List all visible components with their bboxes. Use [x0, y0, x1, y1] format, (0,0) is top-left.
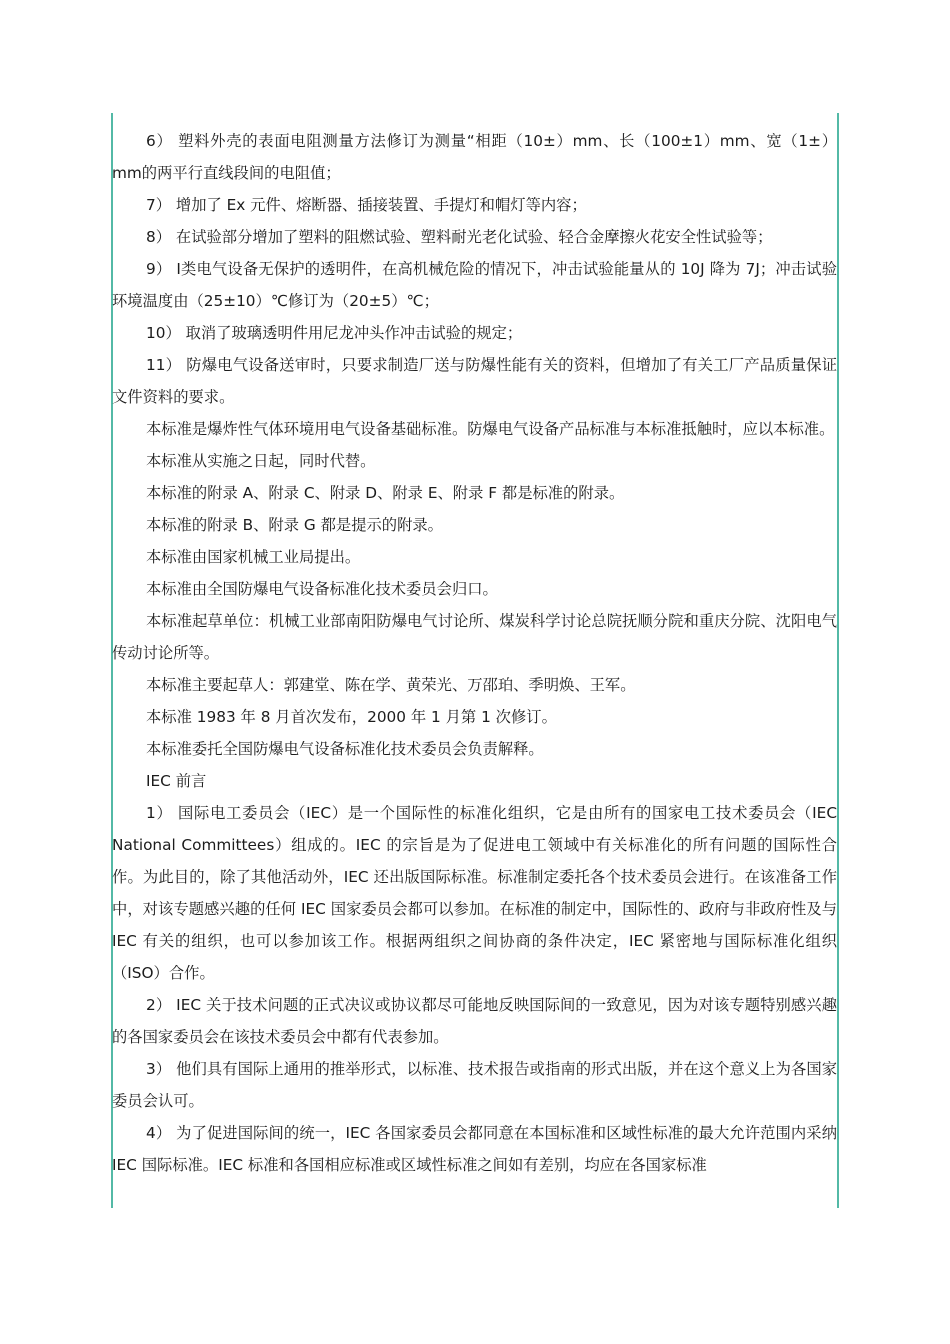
paragraph: 4） 为了促进国际间的统一，IEC 各国家委员会都同意在本国标准和区域性标准的最大允许范围内采纳 IEC 国际标准。IEC 标准和各国相应标准或区域性标准之间如有差别，均应在各国家标准: [112, 1124, 837, 1174]
paragraph: 7） 增加了 Ex 元件、熔断器、插接装置、手提灯和帽灯等内容；: [146, 196, 587, 214]
paragraph: 11） 防爆电气设备送审时，只要求制造厂送与防爆性能有关的资料，但增加了有关工厂产品质量保证文件资料的要求。: [112, 356, 837, 406]
paragraph: 本标准由国家机械工业局提出。: [146, 548, 361, 566]
paragraph: 1） 国际电工委员会（IEC）是一个国际性的标准化组织，它是由所有的国家电工技术委员会（IEC National Committees）组成的。IEC 的宗旨是为了促进电工领域中有关标准化的所有问题的国际性合作。为此目的，除了其他活动外，IEC 还出版国际标准。标准制定委托各个技术委员会进行。在该准备工作中，对该专题感兴趣的任何 IEC 国家委员会都可以参加。在标准的制定中，国际性的、政府与非政府性及与 IEC 有关的组织，也可以参加该工作。根据两组织之间协商的条件决定，IEC 紧密地与国际标准化组织（ISO）合作。: [112, 804, 837, 982]
paragraph: 本标准主要起草人：郭建堂、陈在学、黄荣光、万邵珀、季明焕、王军。: [146, 676, 636, 694]
paragraph: 本标准是爆炸性气体环境用电气设备基础标准。防爆电气设备产品标准与本标准抵触时，应以本标准。: [146, 420, 835, 438]
paragraph: 本标准 1983 年 8 月首次发布，2000 年 1 月第 1 次修订。: [146, 708, 557, 726]
paragraph: 本标准从实施之日起，同时代替。: [146, 452, 376, 470]
paragraph: 2） IEC 关于技术问题的正式决议或协议都尽可能地反映国际间的一致意见，因为对该专题特别感兴趣的各国家委员会在该技术委员会中都有代表参加。: [112, 996, 837, 1046]
paragraph: 3） 他们具有国际上通用的推举形式，以标准、技术报告或指南的形式出版，并在这个意义上为各国家委员会认可。: [112, 1060, 837, 1110]
body-text: [112, 125, 837, 1181]
paragraph: 本标准委托全国防爆电气设备标准化技术委员会负责解释。: [146, 740, 544, 758]
paragraph: 本标准的附录 B、附录 G 都是提示的附录。: [146, 516, 443, 534]
section-heading: IEC 前言: [146, 772, 207, 790]
paragraph: 8） 在试验部分增加了塑料的阻燃试验、塑料耐光老化试验、轻合金摩擦火花安全性试验等；: [146, 228, 773, 246]
paragraph: 9） Ⅰ类电气设备无保护的透明件，在高机械危险的情况下，冲击试验能量从的 10J 降为 7J；冲击试验环境温度由（25±10）℃修订为（20±5）℃；: [112, 260, 837, 310]
paragraph: 10） 取消了玻璃透明件用尼龙冲头作冲击试验的规定；: [146, 324, 523, 342]
paragraph: 本标准由全国防爆电气设备标准化技术委员会归口。: [146, 580, 498, 598]
paragraph: 本标准的附录 A、附录 C、附录 D、附录 E、附录 F 都是标准的附录。: [146, 484, 625, 502]
paragraph: 本标准起草单位：机械工业部南阳防爆电气讨论所、煤炭科学讨论总院抚顺分院和重庆分院、沈阳电气传动讨论所等。: [112, 612, 837, 662]
paragraph: 6） 塑料外壳的表面电阻测量方法修订为测量“相距（10±）mm、长（100±1）mm、宽（1±）mm的两平行直线段间的电阻值；: [112, 132, 837, 182]
right-border-line: [837, 113, 839, 1208]
